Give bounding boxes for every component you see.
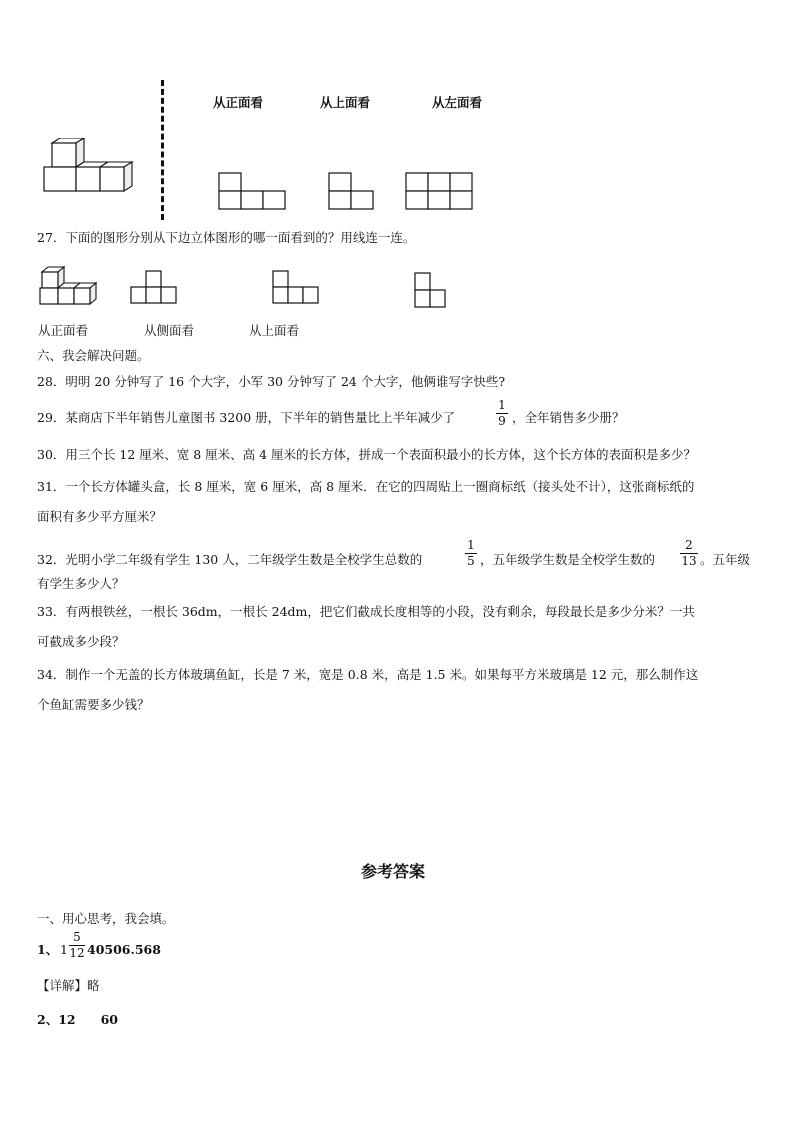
question-32-part2: ，五年级学生数是全校学生数的 (480, 552, 656, 567)
divider-dashed-line (161, 80, 164, 220)
answer-1-rest: 40506.568 (87, 942, 161, 957)
question-32-part3: 。五年级 (700, 552, 751, 567)
q27-label-top: 从上面看 (249, 323, 300, 338)
q27-label-side: 从侧面看 (144, 323, 195, 338)
q27-view-shape-3 (414, 272, 448, 308)
question-31-line2: 面积有多少平方厘米？ (37, 509, 163, 524)
answers-section-1: 一、用心思考，我会填。 (37, 911, 175, 926)
q32-fraction-1: 1 5 (465, 539, 477, 568)
question-32-part1: 32．光明小学二年级有学生 130 人，二年级学生数是全校学生总数的 (37, 552, 423, 567)
view-shape-3 (405, 172, 475, 210)
question-30: 30．用三个长 12 厘米、宽 8 厘米、高 4 厘米的长方体，拼成一个表面积最小的长方体，这个长方体的表面积是多少？ (37, 447, 697, 462)
view-shape-1 (218, 172, 288, 210)
view-label-front: 从正面看 (213, 95, 264, 110)
answer-2: 2、12 60 (37, 1012, 118, 1027)
answers-title: 参考答案 (361, 862, 426, 881)
answer-1-prefix: 1、 (37, 942, 59, 957)
view-label-top: 从上面看 (320, 95, 371, 110)
question-28: 28．明明 20 分钟写了 16 个大字，小军 30 分钟写了 24 个大字，他俩谁写字快些? (37, 374, 506, 389)
question-27: 27．下面的图形分别从下边立体图形的哪一面看到的？用线连一连。 (37, 230, 416, 245)
question-29-tail: ，全年销售多少册？ (512, 410, 625, 425)
question-34-line2: 个鱼缸需要多少钱？ (37, 697, 150, 712)
view-shape-2 (328, 172, 378, 210)
question-32-line2: 有学生多少人？ (37, 576, 125, 591)
answer-1-whole: 1 (60, 942, 68, 957)
section-6-heading: 六、我会解决问题。 (37, 348, 150, 363)
question-31-line1: 31．一个长方体罐头盒，长 8 厘米，宽 6 厘米，高 8 厘米．在它的四周贴上一圈商标纸（接头处不计），这张商标纸的 (37, 479, 695, 494)
q27-label-front: 从正面看 (38, 323, 89, 338)
q27-solid-figure (38, 264, 102, 306)
view-label-left: 从左面看 (432, 95, 483, 110)
answer-detail: 【详解】略 (37, 978, 100, 993)
top-solid-figure (40, 138, 144, 198)
answer-1-fraction: 5 12 (69, 930, 85, 960)
question-33-line2: 可截成多少段？ (37, 634, 125, 649)
question-33-line1: 33．有两根铁丝，一根长 36dm，一根长 24dm，把它们截成长度相等的小段，没有剩余，每段最长是多少分米？一共 (37, 604, 695, 619)
q32-fraction-2: 2 13 (681, 538, 697, 568)
question-34-line1: 34．制作一个无盖的长方体玻璃鱼缸，长是 7 米，宽是 0.8 米，高是 1.5 米。如果每平方米玻璃是 12 元，那么制作这 (37, 667, 699, 682)
question-29-text: 29．某商店下半年销售儿童图书 3200 册，下半年的销售量比上半年减少了 (37, 410, 456, 425)
q29-fraction: 1 9 (496, 399, 508, 428)
q27-view-shape-2 (272, 270, 320, 304)
q27-view-shape-1 (130, 270, 178, 304)
